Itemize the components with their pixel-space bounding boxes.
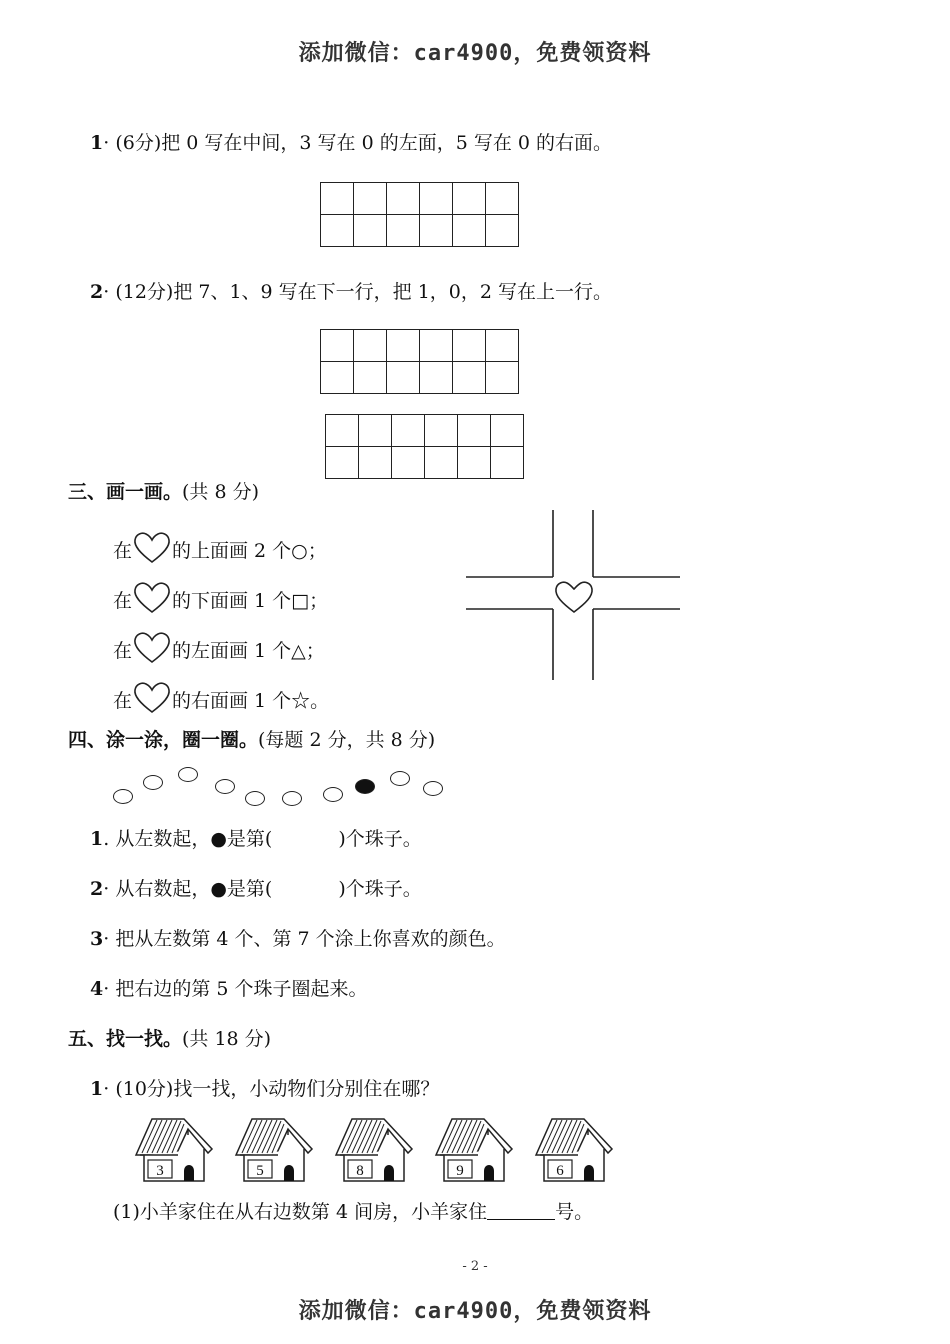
section-4-item-2: [90, 876, 422, 902]
question-number: 2: [90, 878, 104, 900]
heart-icon: [132, 681, 172, 715]
question-sep: ·: [103, 281, 110, 303]
page-number: - 2 -: [462, 1259, 488, 1274]
bead[interactable]: [143, 775, 163, 790]
house-icon: [230, 1115, 316, 1185]
question-text: (10分)找一找，小动物们分别住在哪？: [115, 1078, 440, 1100]
question-text: (12分)把 7、1、9 写在下一行，把 1，0，2 写在上一行。: [115, 281, 613, 303]
house-number: 9: [456, 1163, 464, 1179]
question-text-end: 号。: [555, 1201, 594, 1223]
instruction-suffix: 的右面画 1 个☆。: [172, 690, 330, 712]
house-icon: [430, 1115, 516, 1185]
question-sep: .: [103, 828, 110, 850]
question-text-end: )个珠子。: [338, 878, 422, 900]
bead[interactable]: [323, 787, 343, 802]
crossroads-drawing-area[interactable]: [460, 505, 685, 685]
section-5-subquestion-1: [113, 1199, 593, 1225]
bead[interactable]: [390, 771, 410, 786]
question-number: 3: [90, 928, 104, 950]
question-text: (6分)把 0 写在中间，3 写在 0 的左面，5 写在 0 的右面。: [115, 132, 613, 154]
heart-icon: [132, 581, 172, 615]
question-2: [90, 279, 612, 305]
question-1: [90, 130, 612, 156]
bead[interactable]: [245, 791, 265, 806]
question-sep: ·: [103, 878, 110, 900]
heart-icon: [132, 631, 172, 665]
question-number: 1: [90, 828, 104, 850]
question-number: 4: [90, 978, 104, 1000]
instruction-suffix: 的左面画 1 个△；: [172, 640, 325, 662]
section-title: 四、涂一涂，圈一圈。: [68, 729, 259, 751]
house-number: 5: [256, 1163, 264, 1179]
section-score: (共 18 分): [182, 1028, 272, 1050]
answer-blank[interactable]: [487, 1201, 555, 1220]
question-number: 1: [90, 132, 104, 154]
instruction-prefix: 在: [113, 690, 133, 712]
instruction-prefix: 在: [113, 640, 133, 662]
house-icon: [330, 1115, 416, 1185]
draw-instruction-3: [113, 631, 325, 665]
section-3-heading: [68, 479, 259, 505]
house-number: 6: [556, 1163, 564, 1179]
answer-grid-q1[interactable]: [320, 182, 519, 247]
section-4-heading: [68, 727, 435, 753]
draw-instruction-2: [113, 581, 328, 615]
draw-instruction-1: [113, 531, 327, 565]
house-number: 8: [356, 1163, 364, 1179]
bead[interactable]: [178, 767, 198, 782]
house-icon: [530, 1115, 616, 1185]
watermark-top: 添加微信：car4900，免费领资料: [298, 41, 652, 66]
instruction-prefix: 在: [113, 590, 133, 612]
question-text: 把右边的第 5 个珠子圈起来。: [115, 978, 368, 1000]
answer-grid-q2-lower[interactable]: [325, 414, 524, 479]
section-score: (共 8 分): [182, 481, 260, 503]
question-number: 1: [90, 1078, 104, 1100]
question-sep: ·: [103, 132, 110, 154]
section-title: 五、找一找。: [68, 1028, 183, 1050]
section-title: 三、画一画。: [68, 481, 183, 503]
section-5-heading: [68, 1026, 271, 1052]
question-text: 从左数起，●是第(: [115, 828, 273, 850]
bead[interactable]: [215, 779, 235, 794]
bead[interactable]: [423, 781, 443, 796]
question-text: (1)小羊家住在从右边数第 4 间房，小羊家住: [113, 1201, 488, 1223]
question-text-end: )个珠子。: [338, 828, 422, 850]
section-4-item-3: [90, 926, 506, 952]
question-text: 从右数起，●是第(: [115, 878, 273, 900]
question-text: 把从左数第 4 个、第 7 个涂上你喜欢的颜色。: [115, 928, 506, 950]
question-sep: ·: [103, 1078, 110, 1100]
draw-instruction-4: [113, 681, 329, 715]
heart-icon: [132, 531, 172, 565]
instruction-suffix: 的下面画 1 个□；: [172, 590, 329, 612]
bead-filled[interactable]: [355, 779, 375, 794]
instruction-prefix: 在: [113, 540, 133, 562]
section-score: (每题 2 分，共 8 分): [258, 729, 436, 751]
question-sep: ·: [103, 978, 110, 1000]
watermark-bottom: 添加微信：car4900，免费领资料: [298, 1299, 652, 1324]
house-icon: [130, 1115, 216, 1185]
bead[interactable]: [282, 791, 302, 806]
section-5-question-1: [90, 1076, 439, 1102]
house-number: 3: [156, 1163, 164, 1179]
bead[interactable]: [113, 789, 133, 804]
heart-icon: [556, 582, 592, 612]
section-4-item-4: [90, 976, 368, 1002]
instruction-suffix: 的上面画 2 个○；: [172, 540, 327, 562]
answer-grid-q2-upper[interactable]: [320, 329, 519, 394]
question-number: 2: [90, 281, 104, 303]
section-4-item-1: [90, 826, 422, 852]
question-sep: ·: [103, 928, 110, 950]
